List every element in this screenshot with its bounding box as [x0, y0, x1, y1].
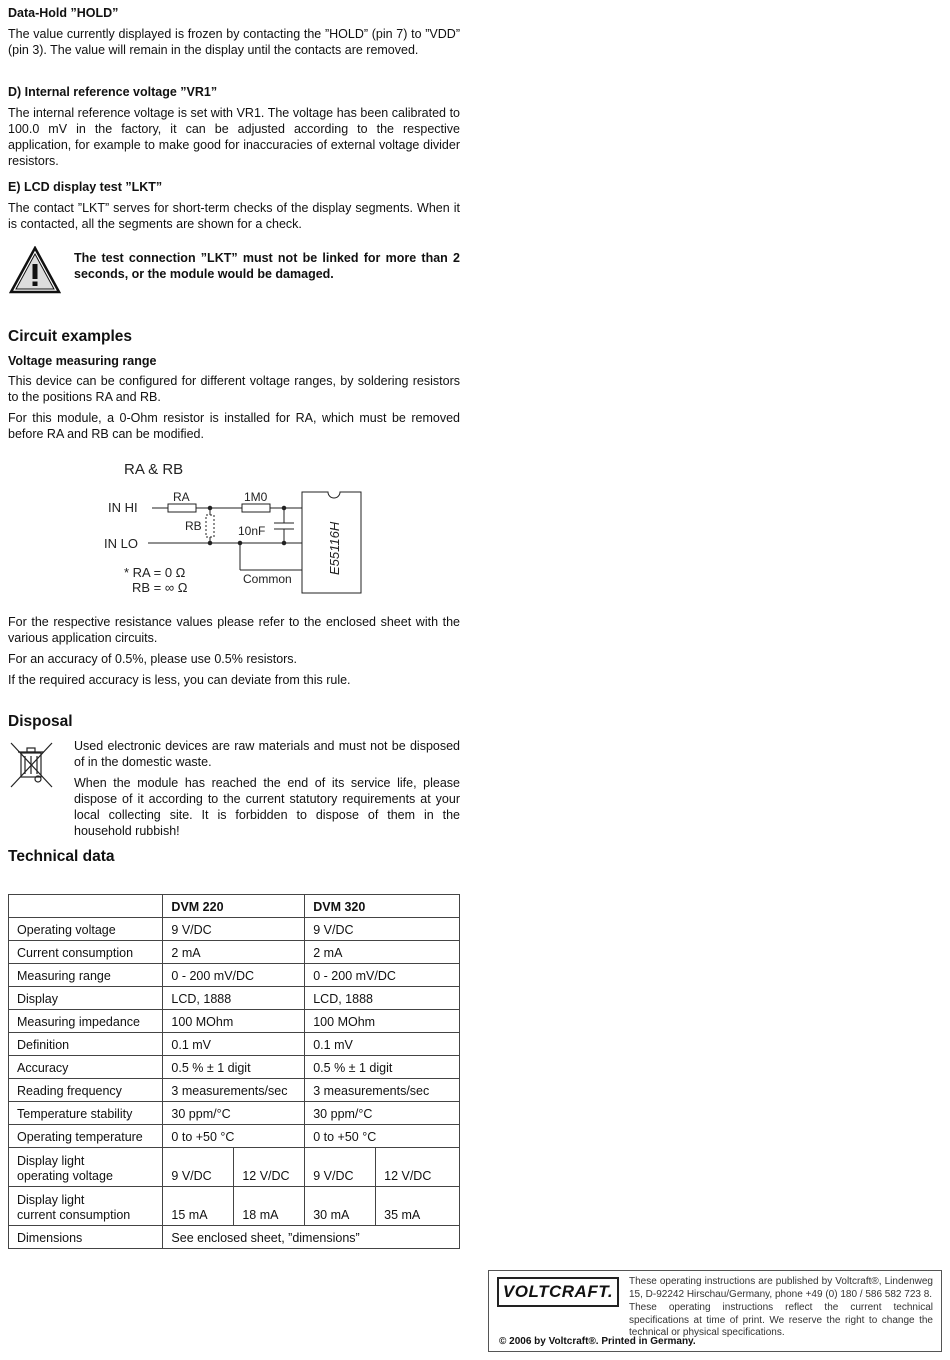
- row-value: 12 V/DC: [376, 1148, 460, 1187]
- table-row-dimensions: [9, 1226, 460, 1249]
- vr1-text: The internal reference voltage is set with VR1. The voltage has been calibrated to 100.0 mV in the factory, it can be adjusted according to the respective application, for example to make good for inaccuracies of external voltage divider resistors.: [8, 106, 460, 168]
- voltcraft-logo: VOLTCRAFT.: [497, 1277, 619, 1307]
- circuit-notes: [8, 614, 460, 688]
- footer-copyright: © 2006 by Voltcraft®. Printed in Germany.: [499, 1336, 696, 1347]
- tech-section: [8, 848, 460, 866]
- table-row-light-current: [9, 1187, 460, 1226]
- row-value: 0.5 % ± 1 digit: [305, 1056, 460, 1079]
- row-value: 9 V/DC: [305, 918, 460, 941]
- table-row: [9, 1010, 460, 1033]
- row-value: 0.5 % ± 1 digit: [163, 1056, 305, 1079]
- row-label: Display: [9, 987, 163, 1010]
- vr1-heading: D) Internal reference voltage ”VR1”: [8, 85, 218, 99]
- row-value: LCD, 1888: [163, 987, 305, 1010]
- label-ra: RA: [173, 490, 190, 504]
- tech-table: [8, 894, 460, 1249]
- circuit-subheading: Voltage measuring range: [8, 354, 157, 368]
- row-value: 15 mA: [163, 1187, 234, 1226]
- row-label: Reading frequency: [9, 1079, 163, 1102]
- crossed-bin-icon: [9, 741, 54, 789]
- label-rb: RB: [185, 519, 202, 533]
- table-header-row: [9, 895, 460, 918]
- label-in-lo: IN LO: [104, 536, 138, 551]
- row-value: 30 mA: [305, 1187, 376, 1226]
- disposal-heading: Disposal: [8, 713, 73, 730]
- row-value: 100 MOhm: [305, 1010, 460, 1033]
- row-value: 35 mA: [376, 1187, 460, 1226]
- row-value: 0.1 mV: [163, 1033, 305, 1056]
- table-row: [9, 1033, 460, 1056]
- lkt-text: The contact ”LKT” serves for short-term checks of the display segments. When it is contacted, all the segments are shown for a check.: [8, 201, 460, 231]
- circuit-p1: This device can be configured for different voltage ranges, by soldering resistors to the positions RA and RB.: [8, 374, 460, 404]
- row-label: Operating temperature: [9, 1125, 163, 1148]
- label-1m0: 1M0: [244, 490, 268, 504]
- disposal-p2: When the module has reached the end of its service life, please dispose of it according to the current statutory requirements at your local collecting site. It is forbidden to dispose of them in the household rubbish!: [74, 776, 460, 838]
- row-value: 30 ppm/°C: [163, 1102, 305, 1125]
- table-row: [9, 1125, 460, 1148]
- lkt-warning-text: The test connection ”LKT” must not be linked for more than 2 seconds, or the module would be damaged.: [74, 251, 460, 281]
- row-value: 9 V/DC: [163, 918, 305, 941]
- row-label: Display light operating voltage: [9, 1148, 163, 1187]
- circuit-p2: For this module, a 0-Ohm resistor is installed for RA, which must be removed before RA and RB can be modified.: [8, 411, 460, 441]
- lkt-warning: [74, 250, 460, 282]
- diagram-title: RA & RB: [124, 461, 184, 478]
- row-label: Current consumption: [9, 941, 163, 964]
- row-value: 0 to +50 °C: [305, 1125, 460, 1148]
- row-value: 2 mA: [305, 941, 460, 964]
- table-row: [9, 1056, 460, 1079]
- row-value: 9 V/DC: [305, 1148, 376, 1187]
- row-value: 100 MOhm: [163, 1010, 305, 1033]
- lkt-heading: E) LCD display test ”LKT”: [8, 180, 163, 194]
- row-value: LCD, 1888: [305, 987, 460, 1010]
- footer-text: [629, 1276, 933, 1340]
- circuit-diagram: [100, 455, 370, 600]
- footer-text2: These operating instructions reflect the current technical specifications at time of print. We reserve the right to change the technical or physical specifications.: [629, 1302, 933, 1338]
- row-value: 12 V/DC: [234, 1148, 305, 1187]
- circuit-p4: For an accuracy of 0.5%, please use 0.5% resistors.: [8, 652, 298, 666]
- circuit-p3: For the respective resistance values please refer to the enclosed sheet with the various application circuits.: [8, 615, 460, 645]
- publisher-footer: [488, 1270, 942, 1352]
- label-10nf: 10nF: [238, 524, 266, 538]
- row-value: See enclosed sheet, ”dimensions”: [163, 1226, 460, 1249]
- table-row: [9, 918, 460, 941]
- circuit-heading: Circuit examples: [8, 328, 133, 345]
- footer-text1: These operating instructions are published by Voltcraft®, Lindenweg 15, D-92242 Hirschau/Germany, phone +49 (0) 180 / 586 582 723 8.: [629, 1276, 933, 1300]
- circuit-section: [8, 328, 460, 442]
- disposal-p1: Used electronic devices are raw materials and must not be disposed of in the domestic waste.: [74, 739, 460, 769]
- header-dvm220: DVM 220: [163, 895, 305, 918]
- header-dvm320: DVM 320: [305, 895, 460, 918]
- row-value: 2 mA: [163, 941, 305, 964]
- disposal-text: [74, 738, 460, 839]
- row-value: 0.1 mV: [305, 1033, 460, 1056]
- row-label: Definition: [9, 1033, 163, 1056]
- row-value: 3 measurements/sec: [305, 1079, 460, 1102]
- label-common: Common: [243, 572, 292, 586]
- lkt-section: [8, 180, 460, 232]
- row-label: Operating voltage: [9, 918, 163, 941]
- tech-heading: Technical data: [8, 848, 115, 865]
- row-value: 0 to +50 °C: [163, 1125, 305, 1148]
- label-chip: E55116H: [327, 521, 342, 575]
- table-row-light-voltage: [9, 1148, 460, 1187]
- hold-heading: Data-Hold ”HOLD”: [8, 6, 119, 20]
- header-empty: [9, 895, 163, 918]
- table-row: [9, 941, 460, 964]
- row-label: Dimensions: [9, 1226, 163, 1249]
- row-value: 0 - 200 mV/DC: [163, 964, 305, 987]
- hold-text: The value currently displayed is frozen by contacting the ”HOLD” (pin 7) to ”VDD” (pin 3). The value will remain in the display until the contacts are removed.: [8, 27, 460, 57]
- warning-triangle-icon: [9, 246, 61, 294]
- note-rb: RB = ∞ Ω: [132, 580, 188, 595]
- row-value: 18 mA: [234, 1187, 305, 1226]
- row-label: Accuracy: [9, 1056, 163, 1079]
- row-label: Measuring impedance: [9, 1010, 163, 1033]
- row-label: Display light current consumption: [9, 1187, 163, 1226]
- row-label: Measuring range: [9, 964, 163, 987]
- circuit-p5: If the required accuracy is less, you can deviate from this rule.: [8, 673, 351, 687]
- disposal-section: [8, 713, 460, 731]
- table-row: [9, 1102, 460, 1125]
- row-value: 0 - 200 mV/DC: [305, 964, 460, 987]
- vr1-section: [8, 85, 460, 169]
- table-row: [9, 964, 460, 987]
- table-row: [9, 1079, 460, 1102]
- hold-section: [8, 6, 460, 58]
- row-value: 3 measurements/sec: [163, 1079, 305, 1102]
- row-value: 9 V/DC: [163, 1148, 234, 1187]
- row-value: 30 ppm/°C: [305, 1102, 460, 1125]
- row-label: Temperature stability: [9, 1102, 163, 1125]
- note-ra: * RA = 0 Ω: [124, 565, 186, 580]
- label-in-hi: IN HI: [108, 500, 138, 515]
- table-row: [9, 987, 460, 1010]
